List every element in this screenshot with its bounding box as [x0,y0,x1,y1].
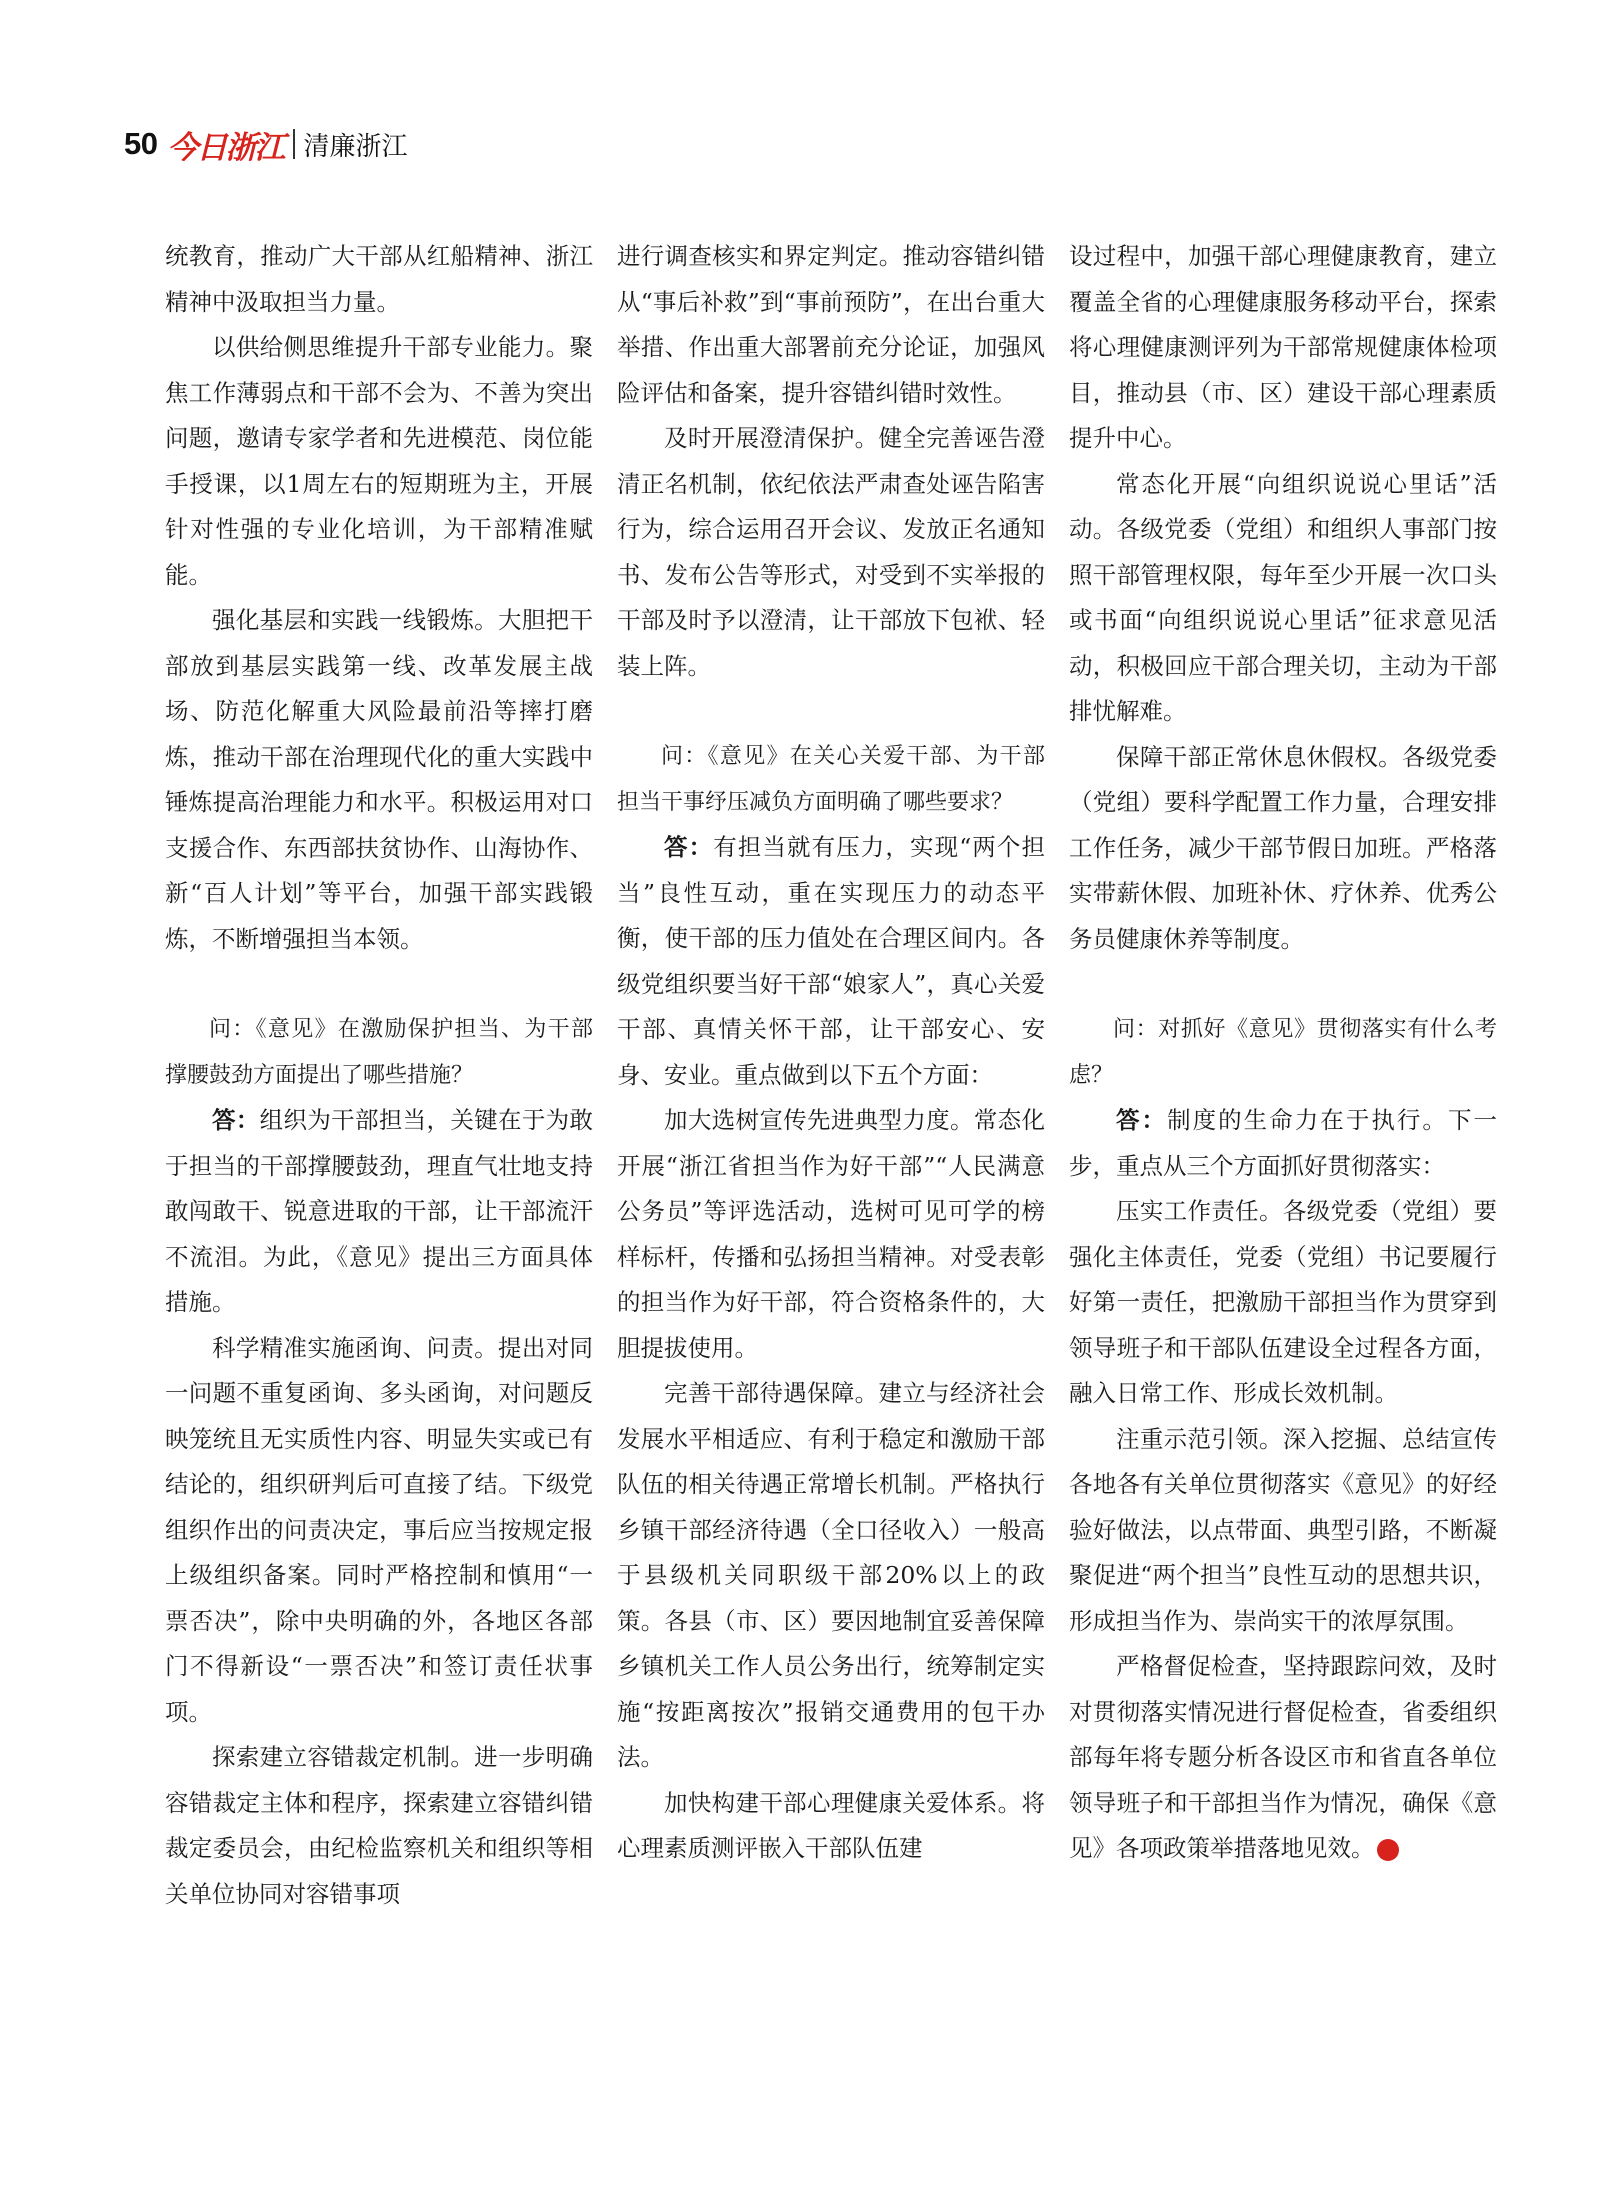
interview-question: 问：《意见》在关心关爱干部、为干部担当干事纾压减负方面明确了哪些要求？ [617,744,1045,815]
answer-label: 答： [212,1106,260,1134]
answer-text: 组织为干部担当，关键在于为敢于担当的干部撑腰鼓劲，理直气壮地支持敢闯敢干、锐意进取的干部，让干部流汗不流泪。为此，《意见》提出三方面具体措施。 [165,1106,594,1316]
magazine-logo: 今日浙江 [167,129,284,166]
interview-answer [1069,1098,1497,1189]
answer-text: 有担当就有压力，实现“两个担当”良性互动，重在实现压力的动态平衡，使干部的压力值处在合理区间内。各级党组织要当好干部“娘家人”，真心关爱干部、真情关怀干部，让干部安心、安身、安业。重点做到以下五个方面： [617,833,1046,1089]
paragraph: 保障干部正常休息休假权。各级党委（党组）要科学配置工作力量，合理安排工作任务，减少干部节假日加班。严格落实带薪休假、加班补休、疗休养、优秀公务员健康休养等制度。 [1069,742,1497,953]
answer-label: 答： [1116,1106,1168,1134]
paragraph: 完善干部待遇保障。建立与经济社会发展水平相适应、有利于稳定和激励干部队伍的相关待遇正常增长机制。严格执行乡镇干部经济待遇（全口径收入）一般高于县级机关同职级干部20%以上的政策。各县（市、区）要因地制宜妥善保障乡镇机关工作人员公务出行，统筹制定实施“按距离按次”报销交通费用的包干办法。 [617,1379,1045,1771]
end-mark-icon: 今 [1377,1839,1399,1861]
column-1 [165,234,593,1917]
column-3 [1069,234,1497,1872]
paragraph [1069,1644,1497,1872]
paragraph: 及时开展澄清保护。健全完善诬告澄清正名机制，依纪依法严肃查处诬告陷害行为，综合运用召开会议、发放正名通知书、发布公告等形式，对受到不实举报的干部及时予以澄清，让干部放下包袱、轻装上阵。 [617,424,1045,680]
interview-answer [165,1098,593,1326]
paragraph: 强化基层和实践一线锻炼。大胆把干部放到基层实践第一线、改革发展主战场、防范化解重大风险最前沿等摔打磨炼，推动干部在治理现代化的重大实践中锤炼提高治理能力和水平。积极运用对口支援合作、东西部扶贫协作、山海协作、新“百人计划”等平台，加强干部实践锻炼，不断增强担当本领。 [165,606,593,953]
paragraph: 常态化开展“向组织说说心里话”活动。各级党委（党组）和组织人事部门按照干部管理权限，每年至少开展一次口头或书面“向组织说说心里话”征求意见活动，积极回应干部合理关切，主动为干部排忧解难。 [1069,469,1497,725]
interview-question: 问：对抓好《意见》贯彻落实有什么考虑？ [1069,1017,1497,1088]
column-2 [617,234,1045,1872]
paragraph: 科学精准实施函询、问责。提出对同一问题不重复函询、多头函询，对问题反映笼统且无实质性内容、明显失实或已有结论的，组织研判后可直接了结。下级党组织作出的问责决定，事后应当按规定报上级组织备案。同时严格控制和慎用“一票否决”，除中央明确的外，各地区各部门不得新设“一票否决”和签订责任状事项。 [165,1333,593,1726]
header-divider [293,129,295,159]
paragraph: 压实工作责任。各级党委（党组）要强化主体责任，党委（党组）书记要履行好第一责任，把激励干部担当作为贯穿到领导班子和干部队伍建设全过程各方面，融入日常工作、形成长效机制。 [1069,1197,1497,1407]
paragraph: 以供给侧思维提升干部专业能力。聚焦工作薄弱点和干部不会为、不善为突出问题，邀请专家学者和先进模范、岗位能手授课，以1周左右的短期班为主，开展针对性强的专业化培训，为干部精准赋能。 [165,333,593,589]
interview-question: 问：《意见》在激励保护担当、为干部撑腰鼓劲方面提出了哪些措施？ [165,1017,593,1088]
answer-label: 答： [664,833,714,861]
paragraph: 加大选树宣传先进典型力度。常态化开展“浙江省担当作为好干部”“人民满意公务员”等评选活动，选树可见可学的榜样标杆，传播和弘扬担当精神。对受表彰的担当作为好干部，符合资格条件的，大胆提拔使用。 [617,1106,1045,1362]
closing-text: 严格督促检查，坚持跟踪问效，及时对贯彻落实情况进行督促检查，省委组织部每年将专题分析各设区市和省直各单位领导班子和干部担当作为情况，确保《意见》各项政策举措落地见效。 [1069,1652,1497,1862]
paragraph: 加快构建干部心理健康关爱体系。将心理素质测评嵌入干部队伍建 [617,1788,1045,1862]
paragraph: 注重示范引领。深入挖掘、总结宣传各地各有关单位贯彻落实《意见》的好经验好做法，以点带面、典型引路，不断凝聚促进“两个担当”良性互动的思想共识，形成担当作为、崇尚实干的浓厚氛围。 [1069,1424,1497,1635]
page-header [124,124,408,164]
paragraph: 统教育，推动广大干部从红船精神、浙江精神中汲取担当力量。 [165,242,593,316]
page-number: 50 [124,126,158,161]
interview-answer [617,825,1045,1098]
answer-text: 制度的生命力在于执行。下一步，重点从三个方面抓好贯彻落实： [1069,1106,1498,1180]
paragraph: 进行调查核实和界定判定。推动容错纠错从“事后补救”到“事前预防”，在出台重大举措、作出重大部署前充分论证，加强风险评估和备案，提升容错纠错时效性。 [617,242,1045,407]
paragraph: 设过程中，加强干部心理健康教育，建立覆盖全省的心理健康服务移动平台，探索将心理健康测评列为干部常规健康体检项目，推动县（市、区）建设干部心理素质提升中心。 [1069,242,1497,452]
paragraph: 探索建立容错裁定机制。进一步明确容错裁定主体和程序，探索建立容错纠错裁定委员会，由纪检监察机关和组织等相关单位协同对容错事项 [165,1743,593,1908]
section-title: 清廉浙江 [303,131,408,162]
